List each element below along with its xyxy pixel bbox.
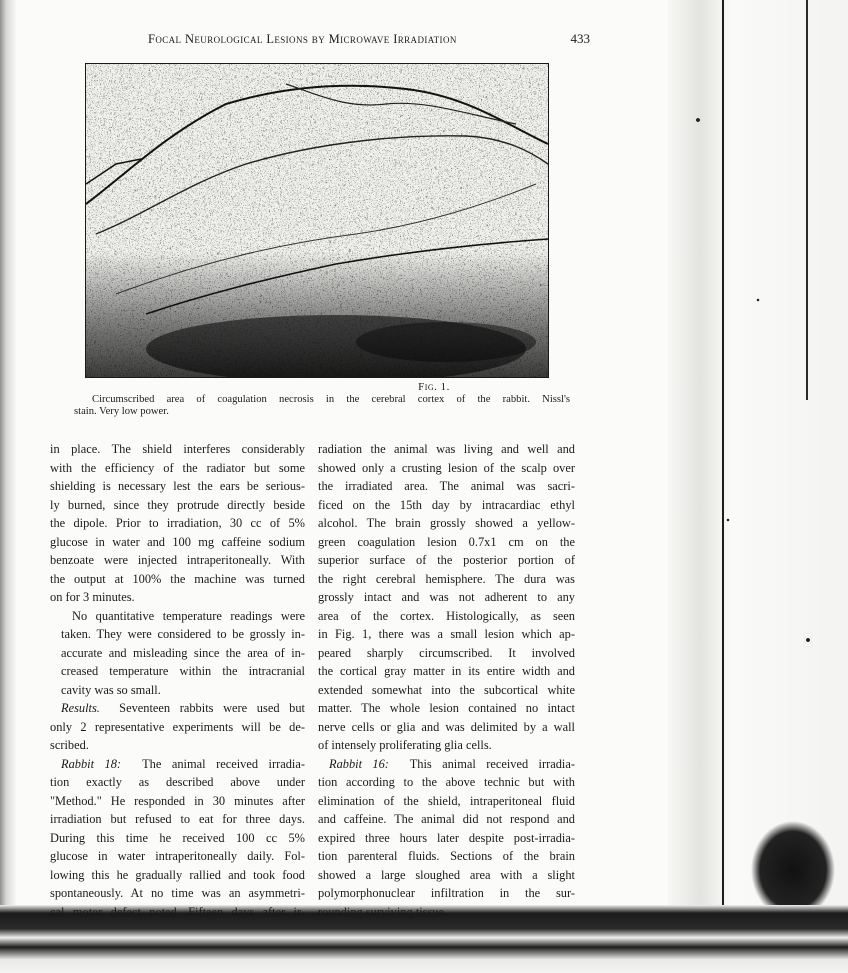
text-line: During this time he received 100 cc 5% [50, 830, 305, 845]
figure-micrograph [85, 63, 549, 378]
text-line: radiation the animal was living and well and [318, 442, 575, 456]
text-line: with the efficiency of the radiator but some [50, 460, 305, 475]
text-line: rounding surviving tissue. [318, 904, 448, 919]
text-run: The animal received irradia- [142, 756, 305, 771]
text-line: expired three hours later despite post-irradia- [318, 830, 575, 845]
text-line: nerve cells or glia and was delimited by a wall [318, 719, 575, 734]
text-line: on for 3 minutes. [50, 590, 135, 604]
text-line [50, 755, 305, 774]
page-number: 433 [570, 31, 590, 46]
text-line: the right cerebral hemisphere. The dura was [318, 571, 575, 586]
text-line: the cortical gray matter in its entire width and [318, 664, 575, 678]
text-line: irradiation but refused to eat for three days. [50, 812, 305, 826]
text-line: taken. They were considered to be grossly in- [61, 627, 305, 641]
text-column-left [50, 440, 305, 921]
text-line: tion according to the above technic but with [318, 775, 575, 789]
page-edge-shadow [0, 0, 16, 973]
text-line: cavity was so small. [61, 682, 161, 697]
text-line [50, 699, 305, 718]
text-line: No quantitative temperature readings were [72, 608, 305, 623]
paragraph [318, 440, 575, 755]
text-line: the dipole. Prior to irradiation, 30 cc of 5% [50, 516, 305, 530]
text-line: tion parenteral fluids. Sections of the brain [318, 849, 575, 863]
text-line: in place. The shield interferes considerably [50, 442, 305, 456]
text-column-right [318, 440, 575, 921]
caption-line: Circumscribed area of coagulation necrosis in the cerebral cortex of the rabbit. Nissl's [92, 394, 570, 405]
rabbit-18-label: Rabbit 18: [61, 756, 122, 771]
paragraph [50, 607, 305, 700]
text-line: elimination of the shield, intraperitoneal fluid [318, 793, 575, 808]
text-line: alcohol. The brain grossly showed a yellow- [318, 516, 575, 530]
text-line: accurate and misleading since the area of in- [61, 645, 305, 660]
text-line: matter. The whole lesion contained no intact [318, 701, 575, 715]
text-line: grossly intact and was not adherent to any [318, 590, 575, 604]
paragraph [50, 440, 305, 607]
text-line: ly burned, since they protrude directly beside [50, 497, 305, 512]
results-label: Results. [61, 701, 100, 715]
text-line: peared sharply circumscribed. It involved [318, 645, 575, 660]
text-line: green coagulation lesion 0.7x1 cm on the [318, 534, 575, 549]
text-line: lowing this he gradually rallied and took food [50, 867, 305, 882]
text-line: creased temperature within the intracranial [61, 664, 305, 678]
text-line: shielding is necessary lest the ears be serious- [50, 479, 305, 493]
rabbit-16-label: Rabbit 16: [329, 756, 389, 771]
text-line: only 2 representative experiments will be de- [50, 719, 305, 734]
text-line: area of the cortex. Histologically, as seen [318, 608, 575, 623]
caption-line: stain. Very low power. [74, 406, 169, 417]
text-line: glucose in water and 100 mg caffeine sodium [50, 534, 305, 549]
text-line: tion exactly as described above under [50, 775, 305, 789]
text-run: Seventeen rabbits were used but [119, 701, 305, 715]
gutter-line [722, 0, 724, 920]
text-line: superior surface of the posterior portion of [318, 553, 575, 567]
micrograph-image [86, 64, 548, 377]
text-line [318, 755, 575, 774]
text-line: the irradiated area. The animal was sacri- [318, 479, 575, 493]
text-line: ficed on the 15th day by intracardiac ethyl [318, 497, 575, 512]
text-line: scribed. [50, 738, 89, 752]
text-line: the output at 100% the machine was turned [50, 571, 305, 586]
text-line: polymorphonuclear infiltration in the sur- [318, 886, 575, 900]
scan-gutter-noise [668, 0, 848, 973]
paragraph [50, 699, 305, 755]
text-line: in Fig. 1, there was a small lesion which ap- [318, 627, 575, 641]
text-line: spontaneously. At no time was an asymmetri- [50, 886, 305, 900]
figure-label: Fig. 1. [418, 381, 450, 393]
running-title: Focal Neurological Lesions by Microwave Irradiation [148, 32, 457, 46]
text-line: benzoate were injected intraperitoneally. With [50, 553, 305, 567]
gutter-line-outer [806, 0, 808, 400]
figure-caption [74, 394, 570, 418]
text-line: showed only a crusting lesion of the scalp over [318, 460, 575, 475]
text-line: "Method." He responded in 30 minutes after [50, 793, 305, 808]
text-line: glucose in water intraperitoneally daily. Fol- [50, 849, 305, 863]
paragraph [50, 755, 305, 922]
text-line: cal motor defect noted. Fifteen days after ir- [50, 904, 305, 919]
text-line: and caffeine. The animal did not respond and [318, 812, 575, 826]
text-line: of intensely proliferating glia cells. [318, 738, 492, 752]
text-line: showed a large sloughed area with a slight [318, 867, 575, 882]
text-line: extended somewhat into the subcortical white [318, 682, 575, 697]
page-header [80, 32, 590, 50]
text-run: This animal received irradia- [409, 756, 575, 771]
paragraph [318, 755, 575, 922]
